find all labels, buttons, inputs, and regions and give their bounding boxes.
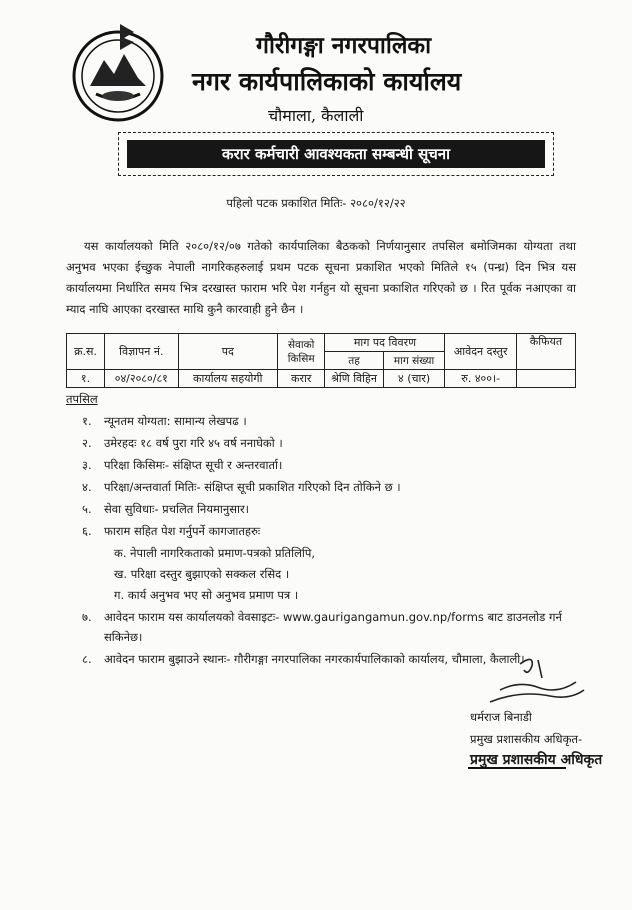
designation-stamp: प्रमुख प्रशासकीय अधिकृत (470, 752, 603, 768)
table-header-row (67, 334, 576, 352)
col-post: पद (178, 334, 277, 370)
cell-adno: ०४/२०८०/८१ (105, 370, 179, 388)
cell-count: ४ (चार) (383, 370, 445, 388)
signatory-designation: प्रमुख प्रशासकीय अधिकृत- (470, 732, 583, 746)
list-item: ४. परिक्षा/अन्तवार्ता मितिः- संक्षिप्त सूची प्रकाशित गरिएको दिन तोकिने छ । (82, 480, 401, 494)
cell-sn: १. (67, 370, 105, 388)
cell-remarks (516, 370, 575, 388)
col-adno: विज्ञापन नं. (105, 334, 179, 370)
list-item: ३. परिक्षा किसिमः- संक्षिप्त सूची र अन्तरवार्ता। (82, 458, 283, 472)
sub-item: क. नेपाली नागरिकताको प्रमाण-पत्रको प्रतिलिपि, (114, 546, 316, 560)
sub-item: ख. परिक्षा दस्तुर बुझाएको सक्कल रसिद । (114, 567, 290, 581)
list-item: ६. फाराम सहित पेश गर्नुपर्ने कागजातहरुः (82, 524, 261, 538)
sub-item: ग. कार्य अनुभव भए सो अनुभव प्रमाण पत्र । (114, 588, 299, 602)
col-fee: आवेदन दस्तुर (445, 334, 517, 370)
cell-level: श्रेणि विहिन (325, 370, 383, 388)
vacancy-table (66, 333, 576, 388)
notice-paragraph: यस कार्यालयको मिति २०८०/१२/०७ गतेको कार्यपालिका बैठकको निर्णयानुसार तपसिल बमोजिमका योग्यता तथा अनुभव भएका ईच्छुक नेपाली नागरिकहरुलाई प्रथम पटक सूचना प्रकाशित भएको मितिले १५ (पन्ध्र) दिन भित्र यस कार्यालयमा निर्धारित समय भित्र दरखास्त फाराम भरि पेश गर्नहुन यो सूचना प्रकाशित गरिएको छ । रित पूर्वक नआएका वा म्याद नाघि आएका दरखास्त माथि कुनै कारवाही हुने छैन । (66, 239, 576, 316)
list-item: ८. आवेदन फाराम बुझाउने स्थानः- गौरीगङ्गा नगरपालिका नगरकार्यपालिकाको कार्यालय, चौमाला, कैलाली। (82, 652, 525, 666)
list-item: १. न्यूनतम योग्यता: सामान्य लेखपढ । (82, 414, 247, 428)
signatory-name: धर्मराज बिनाडी (470, 710, 532, 724)
list-item-continuation: सकिनेछ। (104, 630, 143, 644)
office-name: नगर कार्यपालिकाको कार्यालय (192, 67, 462, 96)
cell-service-type: करार (277, 370, 325, 388)
office-location: चौमाला, कैलाली (268, 106, 364, 125)
list-item: ७. आवेदन फाराम यस कार्यालयको वेवसाइटः- www.gaurigangamun.gov.np/forms बाट डाउनलोड गर्न (82, 610, 562, 624)
municipality-name: गौरीगङ्गा नगरपालिका (256, 32, 432, 59)
signature-icon (480, 650, 590, 710)
col-level: तह (325, 352, 383, 370)
table-row (67, 370, 576, 388)
col-demand: माग पद विवरण (325, 334, 445, 352)
cell-fee: रु. ४००।- (445, 370, 517, 388)
published-date: पहिलो पटक प्रकाशित मितिः- २०८०/१२/२२ (226, 196, 406, 210)
col-remarks: कैफियत (516, 334, 575, 370)
col-count: माग संख्या (383, 352, 445, 370)
col-sn: क्र.स. (67, 334, 105, 370)
cell-post: कार्यालय सहयोगी (178, 370, 277, 388)
list-item: २. उमेरहदः १८ वर्ष पुरा गरि ४५ वर्ष ननाघेको । (82, 436, 283, 450)
municipality-emblem-icon (66, 20, 170, 124)
stamp-underline (468, 767, 566, 769)
details-heading: तपसिल (66, 392, 98, 406)
col-service-type: सेवाको किसिम (277, 334, 325, 370)
notice-title-box (118, 132, 554, 176)
list-item: ५. सेवा सुविधाः- प्रचलित नियमानुसार। (82, 502, 250, 516)
notice-title: करार कर्मचारी आवश्यकता सम्बन्धी सूचना (127, 140, 545, 168)
